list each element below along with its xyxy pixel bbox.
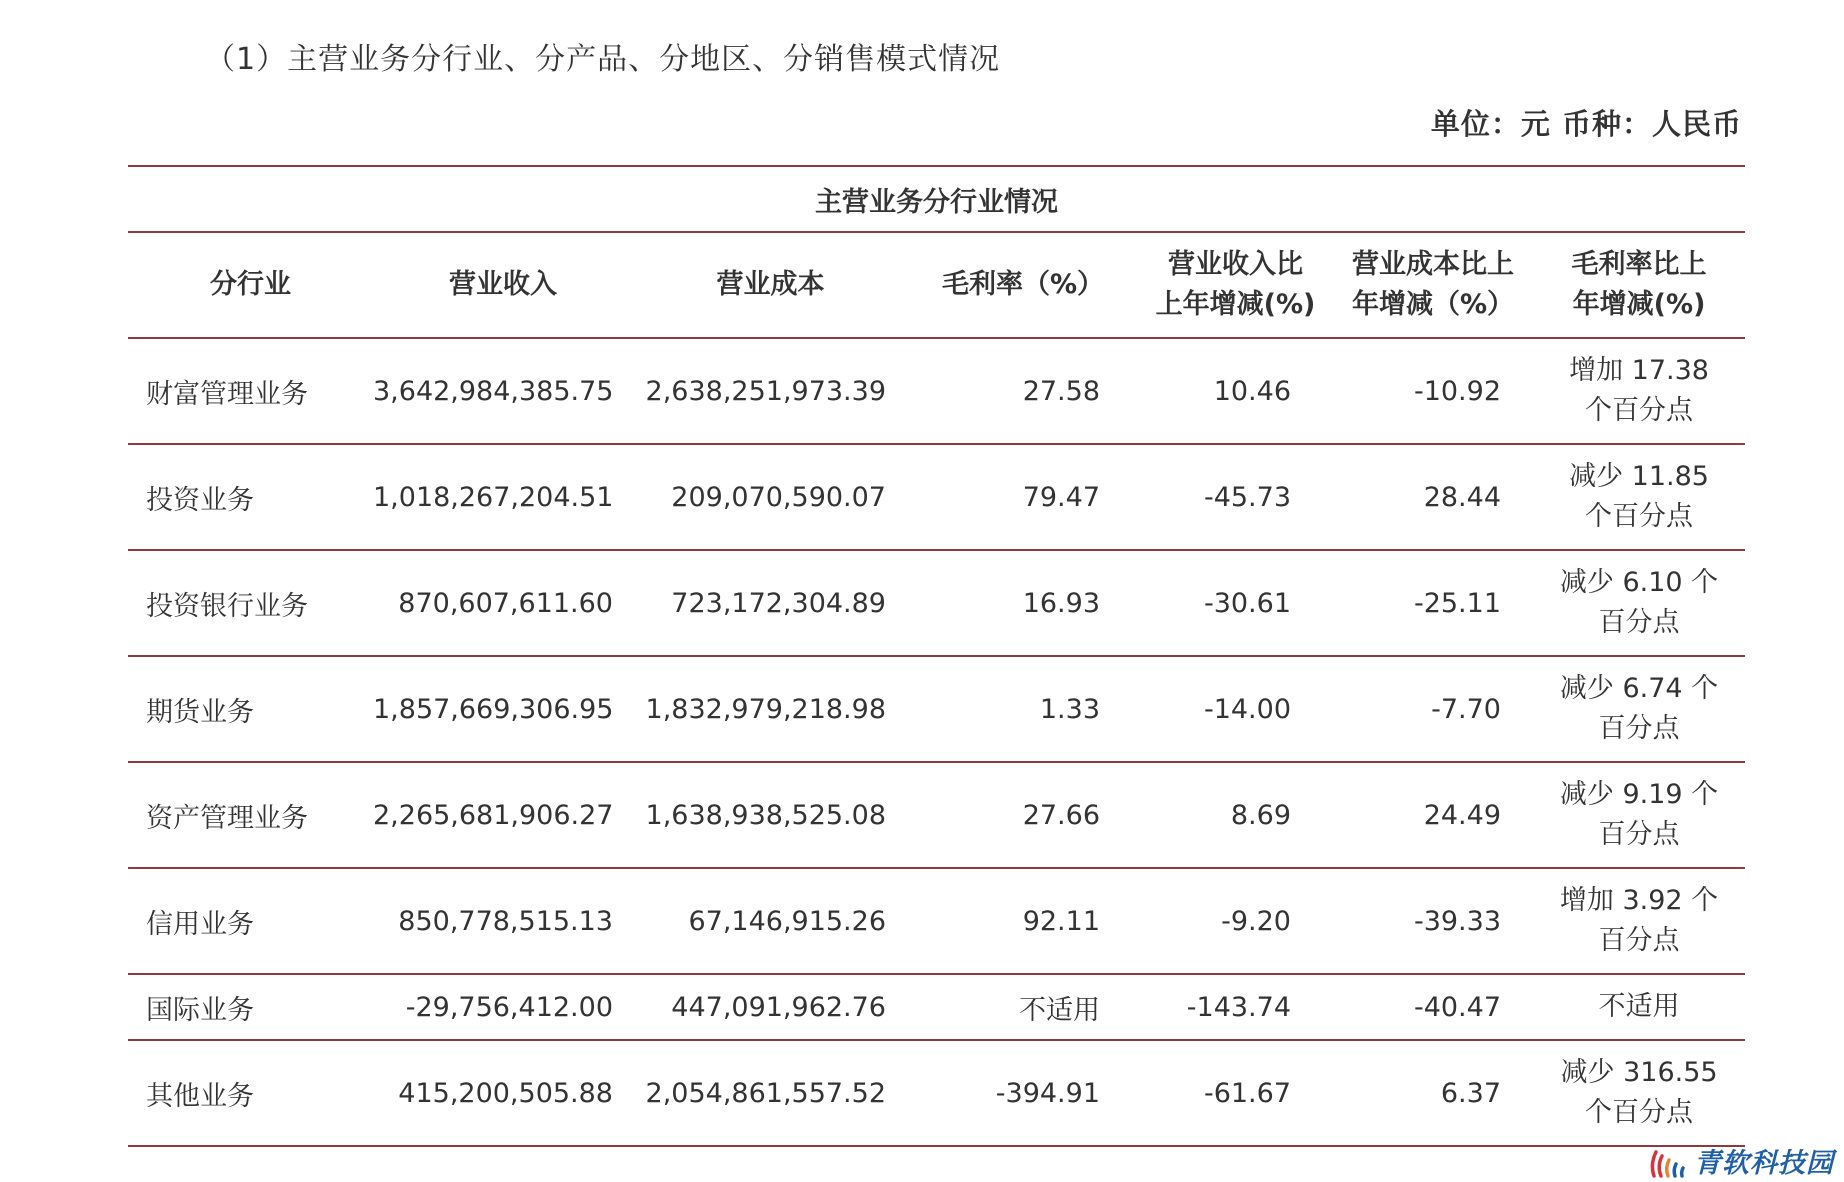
header-revenue-change (1138, 232, 1333, 338)
table-row (128, 974, 1745, 1040)
cell-cost-change: -40.47 (1333, 974, 1533, 1040)
cell-cost: 723,172,304.89 (633, 550, 908, 656)
cell-industry: 期货业务 (128, 656, 373, 762)
cell-gm-change-line-1: 不适用 (1598, 991, 1680, 1022)
cell-gm-change-line-2: 个百分点 (1585, 1097, 1694, 1128)
header-cost-change-line-2: 年增减（%） (1351, 289, 1515, 320)
cell-industry: 国际业务 (128, 974, 373, 1040)
header-revenue-change-line-2: 上年增减(%) (1155, 289, 1316, 320)
cell-revenue-change: 8.69 (1138, 762, 1333, 868)
cell-gm-change (1533, 868, 1745, 974)
table-header-row (128, 232, 1745, 338)
cell-cost-change: 6.37 (1333, 1040, 1533, 1146)
cell-gm-change (1533, 656, 1745, 762)
cell-industry: 其他业务 (128, 1040, 373, 1146)
cell-gross-margin: 79.47 (908, 444, 1138, 550)
cell-cost: 1,832,979,218.98 (633, 656, 908, 762)
table-row (128, 868, 1745, 974)
signal-waves-logo-icon (1648, 1140, 1690, 1180)
cell-revenue-change: -9.20 (1138, 868, 1333, 974)
main-business-table-container (128, 165, 1745, 1147)
cell-gross-margin: 27.58 (908, 338, 1138, 444)
cell-industry: 信用业务 (128, 868, 373, 974)
cell-gross-margin: 92.11 (908, 868, 1138, 974)
cell-gm-change-line-1: 减少 9.19 个 (1559, 779, 1719, 810)
header-revenue-change-line-1: 营业收入比 (1168, 249, 1303, 280)
cell-revenue: 3,642,984,385.75 (373, 338, 633, 444)
table-caption: 主营业务分行业情况 (128, 166, 1745, 232)
header-gm-change-line-2: 年增减(%) (1572, 289, 1706, 320)
cell-cost-change: -10.92 (1333, 338, 1533, 444)
cell-gm-change (1533, 974, 1745, 1040)
main-business-by-industry-table (128, 165, 1745, 1147)
table-row (128, 762, 1745, 868)
cell-gm-change-line-1: 减少 11.85 (1569, 461, 1709, 492)
cell-gross-margin: -394.91 (908, 1040, 1138, 1146)
cell-gm-change (1533, 1040, 1745, 1146)
cell-gm-change-line-1: 增加 3.92 个 (1559, 885, 1719, 916)
cell-gross-margin: 不适用 (908, 974, 1138, 1040)
cell-revenue: 2,265,681,906.27 (373, 762, 633, 868)
cell-gross-margin: 16.93 (908, 550, 1138, 656)
cell-cost: 1,638,938,525.08 (633, 762, 908, 868)
cell-cost: 2,054,861,557.52 (633, 1040, 908, 1146)
cell-gm-change-line-1: 增加 17.38 (1569, 355, 1709, 386)
header-industry: 分行业 (128, 232, 373, 338)
cell-gross-margin: 1.33 (908, 656, 1138, 762)
cell-gm-change (1533, 550, 1745, 656)
cell-gm-change-line-2: 百分点 (1598, 713, 1680, 744)
cell-gm-change-line-1: 减少 6.10 个 (1559, 567, 1719, 598)
cell-gm-change (1533, 762, 1745, 868)
header-revenue: 营业收入 (373, 232, 633, 338)
cell-revenue-change: -61.67 (1138, 1040, 1333, 1146)
cell-revenue: 870,607,611.60 (373, 550, 633, 656)
table-caption-row (128, 166, 1745, 232)
cell-cost-change: -7.70 (1333, 656, 1533, 762)
table-row (128, 444, 1745, 550)
cell-gm-change-line-2: 个百分点 (1585, 501, 1694, 532)
cell-cost-change: 24.49 (1333, 762, 1533, 868)
cell-revenue: 415,200,505.88 (373, 1040, 633, 1146)
cell-cost: 67,146,915.26 (633, 868, 908, 974)
section-title: （1）主营业务分行业、分产品、分地区、分销售模式情况 (205, 42, 1001, 77)
cell-cost-change: -39.33 (1333, 868, 1533, 974)
cell-gm-change-line-2: 百分点 (1598, 607, 1680, 638)
cell-gm-change-line-2: 百分点 (1598, 819, 1680, 850)
cell-revenue-change: -143.74 (1138, 974, 1333, 1040)
cell-industry: 财富管理业务 (128, 338, 373, 444)
cell-cost-change: -25.11 (1333, 550, 1533, 656)
header-gross-margin: 毛利率（%） (908, 232, 1138, 338)
watermark (1648, 1140, 1834, 1180)
cell-gm-change-line-2: 百分点 (1598, 925, 1680, 956)
cell-revenue-change: -30.61 (1138, 550, 1333, 656)
cell-revenue: 1,018,267,204.51 (373, 444, 633, 550)
cell-industry: 资产管理业务 (128, 762, 373, 868)
table-row (128, 656, 1745, 762)
unit-currency-line: 单位：元 币种：人民币 (1430, 107, 1742, 141)
cell-cost: 447,091,962.76 (633, 974, 908, 1040)
table-row (128, 550, 1745, 656)
cell-cost: 2,638,251,973.39 (633, 338, 908, 444)
cell-industry: 投资业务 (128, 444, 373, 550)
cell-gm-change-line-1: 减少 316.55 (1560, 1057, 1718, 1088)
cell-revenue-change: -14.00 (1138, 656, 1333, 762)
cell-industry: 投资银行业务 (128, 550, 373, 656)
cell-revenue-change: 10.46 (1138, 338, 1333, 444)
cell-revenue: 850,778,515.13 (373, 868, 633, 974)
header-cost-change (1333, 232, 1533, 338)
header-cost: 营业成本 (633, 232, 908, 338)
cell-gross-margin: 27.66 (908, 762, 1138, 868)
cell-revenue-change: -45.73 (1138, 444, 1333, 550)
table-row (128, 338, 1745, 444)
cell-cost-change: 28.44 (1333, 444, 1533, 550)
header-cost-change-line-1: 营业成本比上 (1352, 249, 1514, 280)
cell-cost: 209,070,590.07 (633, 444, 908, 550)
cell-gm-change (1533, 338, 1745, 444)
cell-revenue: -29,756,412.00 (373, 974, 633, 1040)
cell-gm-change (1533, 444, 1745, 550)
header-gm-change (1533, 232, 1745, 338)
cell-gm-change-line-1: 减少 6.74 个 (1559, 673, 1719, 704)
table-row (128, 1040, 1745, 1146)
header-gm-change-line-1: 毛利率比上 (1571, 249, 1707, 280)
watermark-text: 青软科技园 (1694, 1147, 1834, 1179)
cell-gm-change-line-2: 个百分点 (1585, 395, 1694, 426)
cell-revenue: 1,857,669,306.95 (373, 656, 633, 762)
